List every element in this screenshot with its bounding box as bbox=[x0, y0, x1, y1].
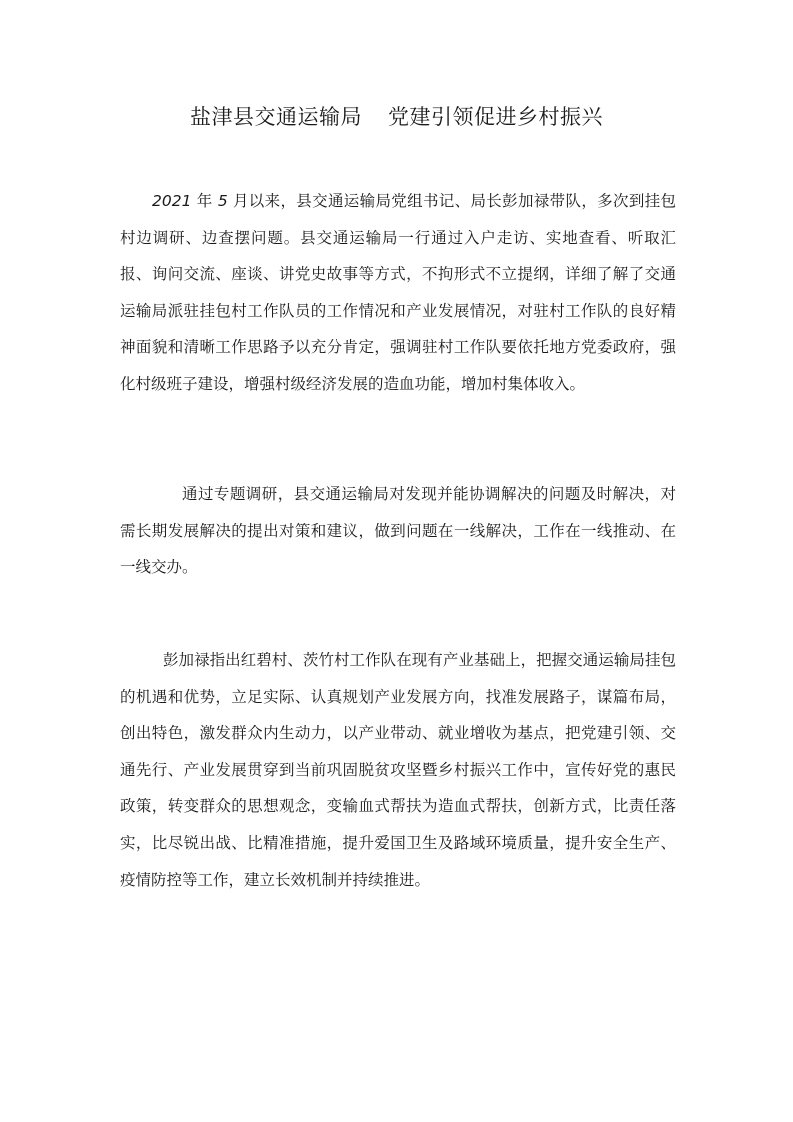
paragraph-1 bbox=[120, 183, 676, 403]
paragraph-2: 通过专题调研，县交通运输局对发现并能协调解决的问题及时解决，对需长期发展解决的提出对策和建议，做到问题在一线解决，工作在一线推动、在一线交办。 bbox=[120, 485, 676, 577]
title-organization: 盐津县交通运输局 bbox=[190, 105, 362, 129]
paragraph-1-month: 5 bbox=[217, 192, 228, 210]
paragraph-3: 彭加禄指出红碧村、茨竹村工作队在现有产业基础上，把握交通运输局挂包的机遇和优势，立足实际、认真规划产业发展方向，找准发展路子，谋篇布局，创出特色，激发群众内生动力，以产业带动、就业增收为基点，把党建引领、交通先行、产业发展贯穿到当前巩固脱贫攻坚暨乡村振兴工作中，宣传好党的惠民政策，转变群众的思想观念，变输血式帮扶为造血式帮扶，创新方式，比责任落实，比尽锐出战、比精准措施，提升爱国卫生及路域环境质量，提升安全生产、疫情防控等工作，建立长效机制并持续推进。 bbox=[120, 651, 676, 889]
document-title bbox=[0, 102, 793, 132]
paragraph-1-year-unit: 年 bbox=[191, 192, 218, 210]
title-headline: 党建引领促进乡村振兴 bbox=[388, 105, 603, 129]
paragraph-1-year: 2021 bbox=[152, 192, 192, 210]
paragraph-1-text: 月以来，县交通运输局党组书记、局长彭加禄带队，多次到挂包村边调研、边查摆问题。县交通运输局一行通过入户走访、实地查看、听取汇报、询问交流、座谈、讲党史故事等方式，不拘形式不立提纲，详细了解了交通运输局派驻挂包村工作队员的工作情况和产业发展情况，对驻村工作队的良好精神面貌和清晰工作思路予以充分肯定，强调驻村工作队要依托地方党委政府，强化村级班子建设，增强村级经济发展的造血功能，增加村集体收入。 bbox=[120, 192, 676, 393]
